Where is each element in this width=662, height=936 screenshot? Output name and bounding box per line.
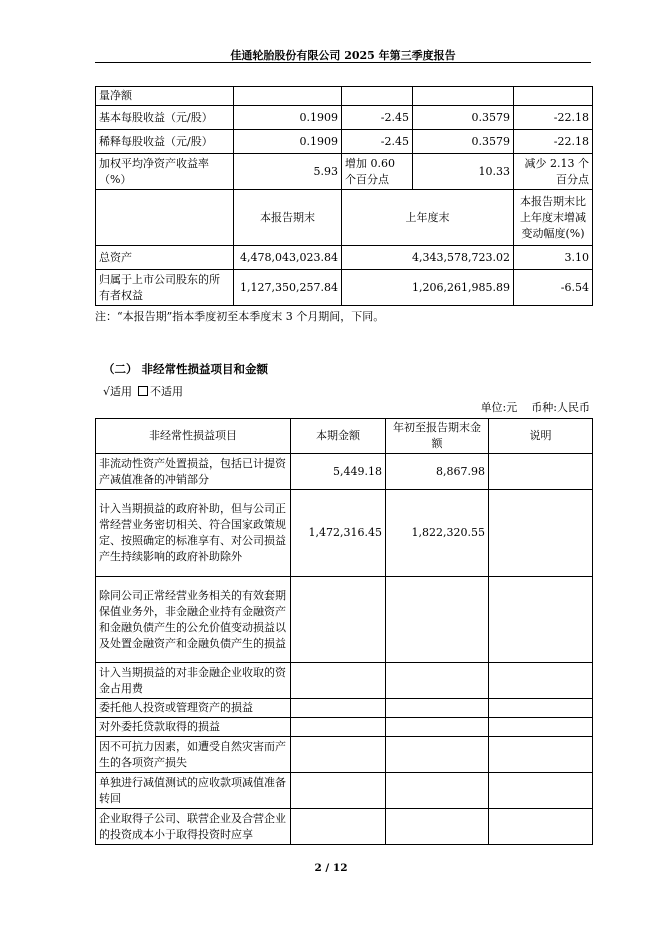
non-recurring-table <box>95 418 593 845</box>
not-applicable-option: 不适用 <box>150 385 184 398</box>
item-cell: 除同公司正常经营业务相关的有效套期保值业务外，非金融企业持有金融资产和金融负债产生的公允价值变动损益以及处置金融资产和金融负债产生的损益 <box>96 577 291 663</box>
table-row <box>96 699 593 718</box>
table-row <box>96 454 593 490</box>
table-row <box>96 773 593 809</box>
item-cell: 委托他人投资或管理资产的损益 <box>96 699 291 718</box>
cell: 4,478,043,023.84 <box>234 246 342 270</box>
cell <box>514 87 593 106</box>
cell: -2.45 <box>342 130 413 154</box>
applicable-option: √适用 <box>103 385 133 398</box>
row-label: 加权平均净资产收益率（%） <box>96 154 234 190</box>
note-cell <box>489 663 593 699</box>
note-cell <box>489 699 593 718</box>
ytd-cell <box>386 663 489 699</box>
col-header-change: 本报告期末比上年度末增减变动幅度(%) <box>514 190 593 246</box>
item-cell: 因不可抗力因素，如遭受自然灾害而产生的各项资产损失 <box>96 737 291 773</box>
current-cell <box>291 718 386 737</box>
unit-line <box>481 399 590 415</box>
item-cell: 计入当期损益的对非金融企业收取的资金占用费 <box>96 663 291 699</box>
table-row <box>96 154 593 190</box>
table-row <box>96 577 593 663</box>
item-cell: 计入当期损益的政府补助，但与公司正常经营业务密切相关、符合国家政策规定、按照确定的标准享有、对公司损益产生持续影响的政府补助除外 <box>96 490 291 577</box>
item-cell: 企业取得子公司、联营企业及合营企业的投资成本小于取得投资时应享 <box>96 809 291 845</box>
ytd-cell: 1,822,320.55 <box>386 490 489 577</box>
col-header-note: 说明 <box>489 419 593 454</box>
unit-label: 单位:元 <box>480 401 518 414</box>
col-header-current-end: 本报告期末 <box>234 190 342 246</box>
table-row <box>96 490 593 577</box>
cell: 0.3579 <box>413 130 514 154</box>
table-row <box>96 106 593 130</box>
table-row <box>96 663 593 699</box>
cell: 减少 2.13 个百分点 <box>514 154 593 190</box>
table-subheader-row <box>96 190 593 246</box>
current-cell <box>291 809 386 845</box>
table-row <box>96 718 593 737</box>
note-cell <box>489 490 593 577</box>
currency-label: 币种:人民币 <box>531 401 590 414</box>
applicability-options <box>103 383 183 399</box>
cell: -22.18 <box>514 130 593 154</box>
table-row <box>96 87 593 106</box>
cell: 增加 0.60 个百分点 <box>342 154 413 190</box>
cell: 1,127,350,257.84 <box>234 270 342 306</box>
cell: 3.10 <box>514 246 593 270</box>
current-cell <box>291 663 386 699</box>
row-label: 总资产 <box>96 246 234 270</box>
table-row <box>96 130 593 154</box>
current-cell <box>291 577 386 663</box>
cell: 0.1909 <box>234 130 342 154</box>
blank-cell <box>96 190 234 246</box>
cell: 0.1909 <box>234 106 342 130</box>
header-rule <box>95 62 591 63</box>
table-note: 注：“本报告期”指本季度初至本季度末 3 个月期间，下同。 <box>95 310 385 323</box>
current-cell: 5,449.18 <box>291 454 386 490</box>
note-cell <box>489 809 593 845</box>
current-cell <box>291 773 386 809</box>
note-cell <box>489 773 593 809</box>
note-cell <box>489 454 593 490</box>
cell <box>342 87 413 106</box>
section-title: （二） 非经常性损益项目和金额 <box>103 362 269 376</box>
item-cell: 单独进行减值测试的应收款项减值准备转回 <box>96 773 291 809</box>
ytd-cell <box>386 737 489 773</box>
page-header: 佳通轮胎股份有限公司 2025 年第三季度报告 <box>230 49 456 62</box>
col-header-current: 本期金额 <box>291 419 386 454</box>
cell: -22.18 <box>514 106 593 130</box>
note-cell <box>489 577 593 663</box>
cell: 5.93 <box>234 154 342 190</box>
ytd-cell <box>386 699 489 718</box>
row-label: 归属于上市公司股东的所有者权益 <box>96 270 234 306</box>
item-cell: 对外委托贷款取得的损益 <box>96 718 291 737</box>
row-label: 基本每股收益（元/股） <box>96 106 234 130</box>
current-cell: 1,472,316.45 <box>291 490 386 577</box>
ytd-cell <box>386 718 489 737</box>
cell: 10.33 <box>413 154 514 190</box>
cell: 4,343,578,723.02 <box>342 246 514 270</box>
ytd-cell <box>386 809 489 845</box>
row-label: 量净额 <box>96 87 234 106</box>
current-cell <box>291 699 386 718</box>
table-row <box>96 270 593 306</box>
col-header-item: 非经常性损益项目 <box>96 419 291 454</box>
table-row <box>96 737 593 773</box>
ytd-cell: 8,867.98 <box>386 454 489 490</box>
table-row <box>96 809 593 845</box>
note-cell <box>489 737 593 773</box>
cell <box>413 87 514 106</box>
key-financial-table <box>95 86 593 306</box>
cell: -2.45 <box>342 106 413 130</box>
ytd-cell <box>386 577 489 663</box>
cell: -6.54 <box>514 270 593 306</box>
page-number: 2 / 12 <box>314 862 348 874</box>
table-row <box>96 246 593 270</box>
current-cell <box>291 737 386 773</box>
row-label: 稀释每股收益（元/股） <box>96 130 234 154</box>
table-header-row <box>96 419 593 454</box>
cell: 1,206,261,985.89 <box>342 270 514 306</box>
col-header-prior-year-end: 上年度末 <box>342 190 514 246</box>
note-cell <box>489 718 593 737</box>
item-cell: 非流动性资产处置损益，包括已计提资产减值准备的冲销部分 <box>96 454 291 490</box>
cell <box>234 87 342 106</box>
ytd-cell <box>386 773 489 809</box>
col-header-ytd: 年初至报告期末金额 <box>386 419 489 454</box>
cell: 0.3579 <box>413 106 514 130</box>
checkbox-icon <box>138 386 148 396</box>
